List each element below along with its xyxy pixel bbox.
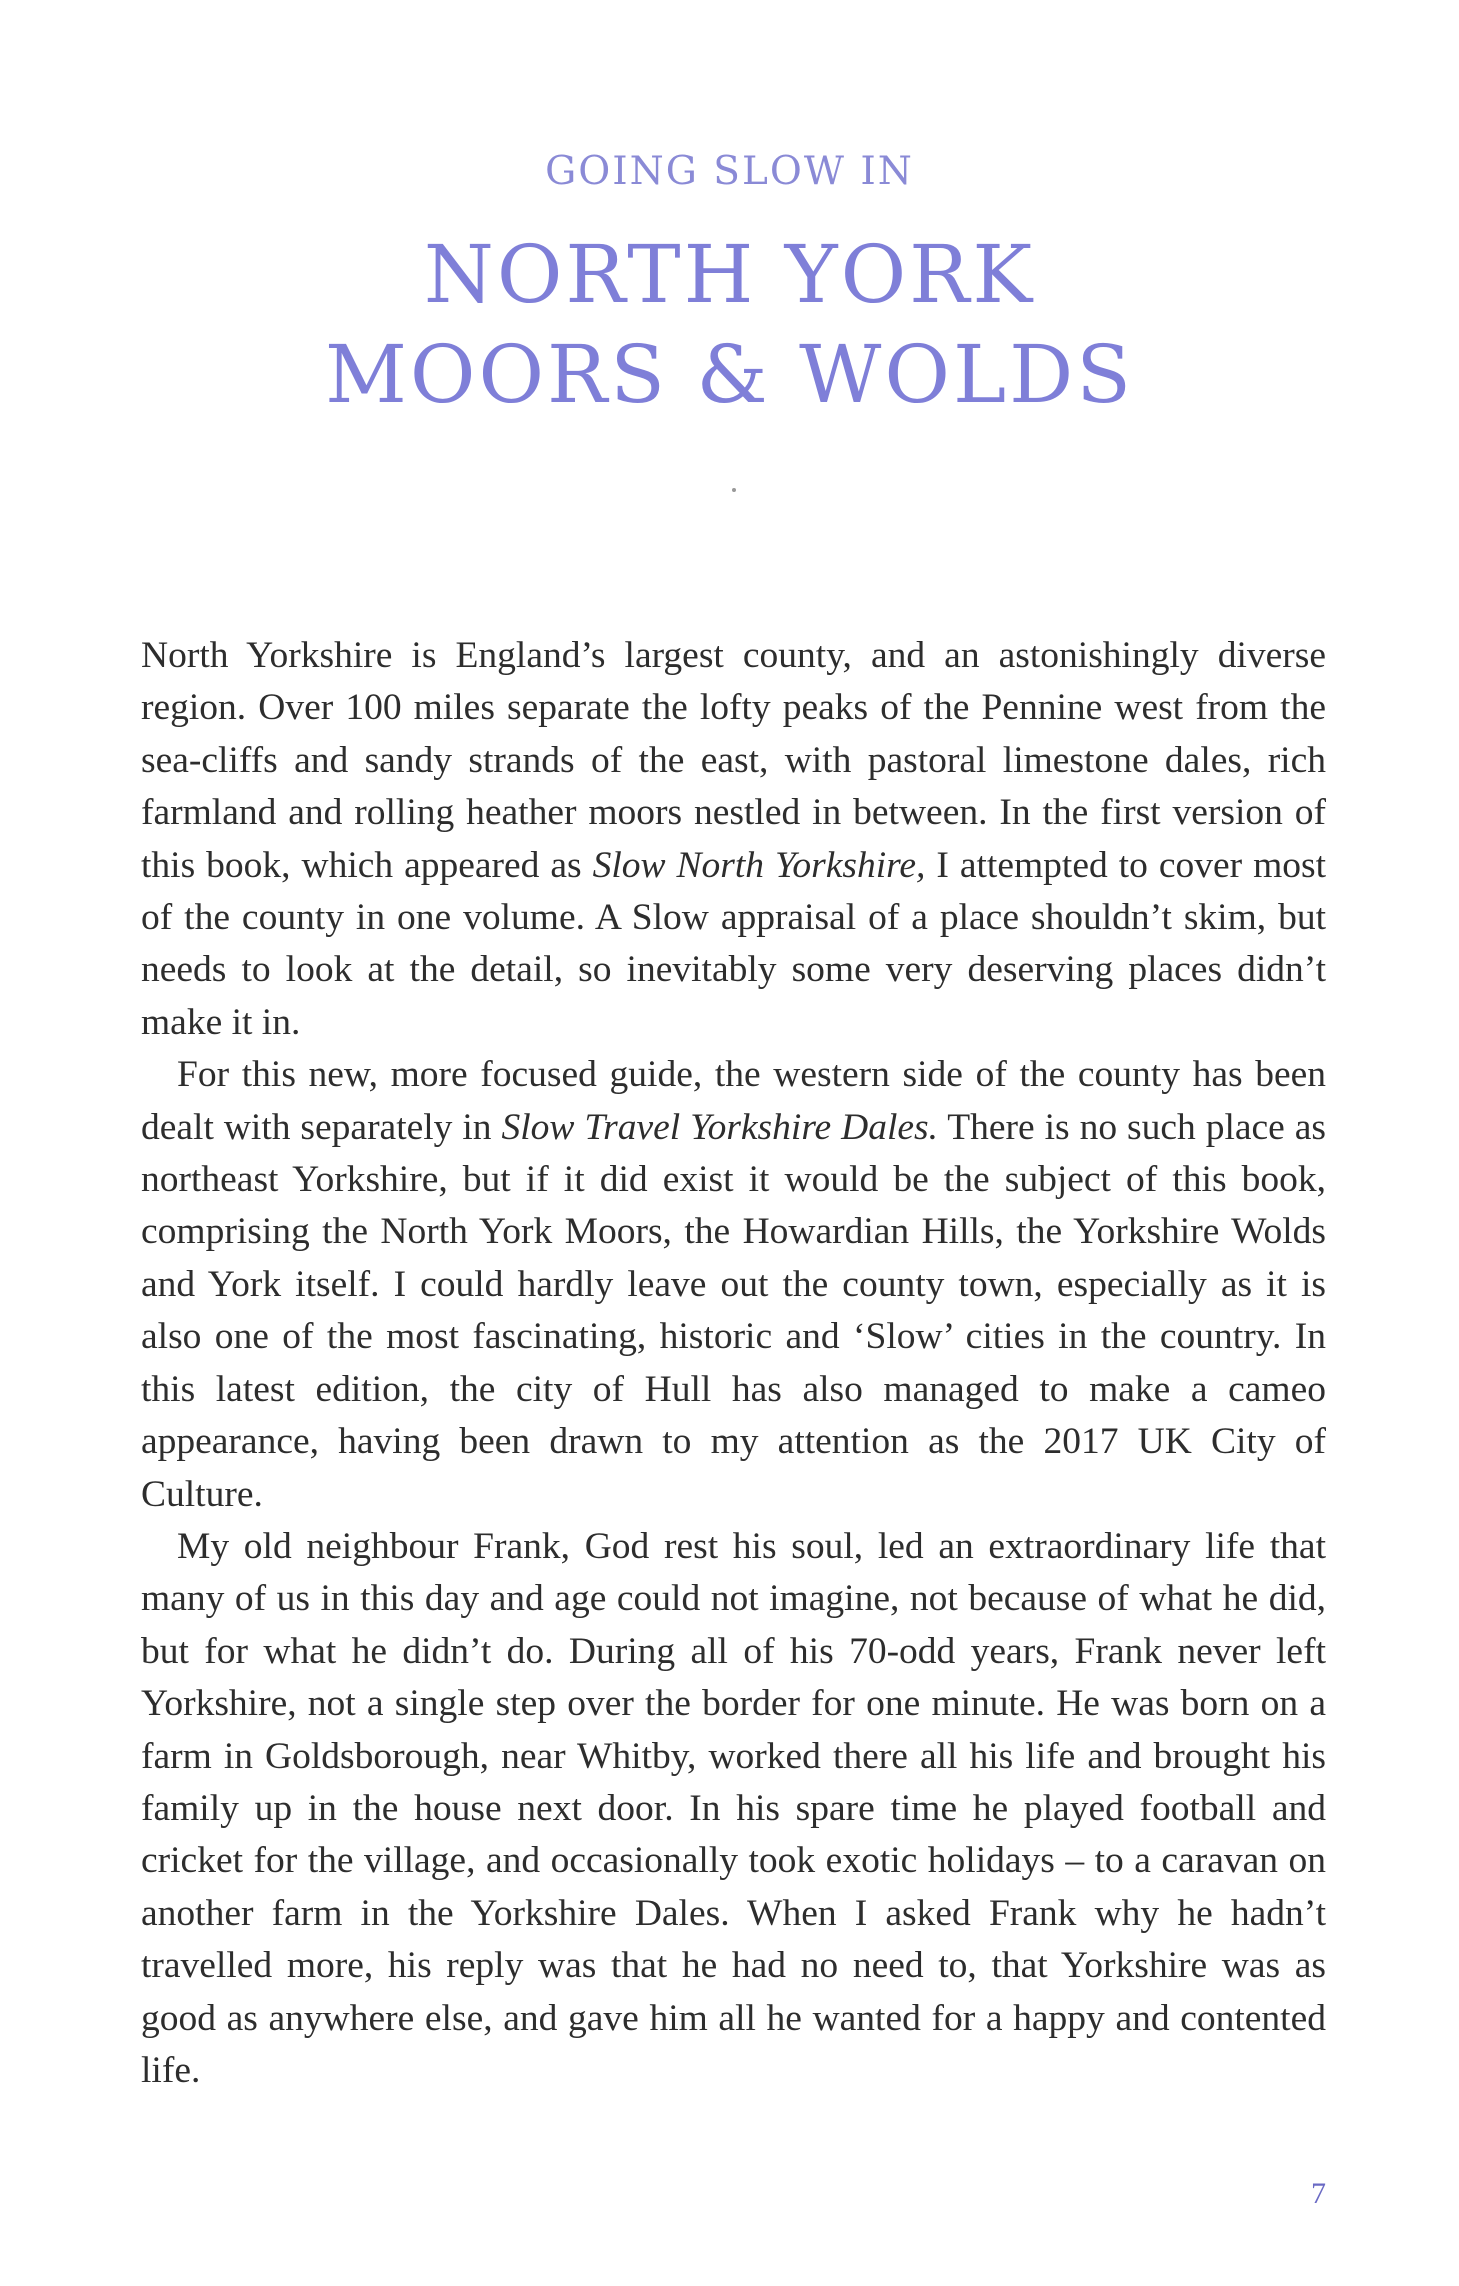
body-text — [141, 630, 1326, 2097]
paragraph-1-text-b: I attempted to cover most of the county in one volume. A Slow appraisal of a place shouldn’t skim, but needs to look at the detail, so inevitably some very deserving places didn’t make it in. — [141, 844, 1327, 1043]
page-number: 7 — [1311, 2177, 1326, 2210]
chapter-title-line-1: NORTH YORK — [423, 228, 1036, 321]
chapter-title — [0, 225, 1459, 425]
chapter-title-line-2: MOORS & WOLDS — [324, 328, 1135, 421]
book-title-slow-travel-yorkshire-dales: Slow Travel Yorkshire Dales. — [501, 1106, 938, 1148]
paragraph-2 — [141, 1049, 1326, 1521]
paragraph-2-text-a: For this new, more focused guide, the western side of the county has been dealt with separately in — [141, 1054, 1326, 1148]
chapter-kicker: GOING SLOW IN — [545, 149, 914, 194]
paragraph-1-text-a: North Yorkshire is England’s largest county, and an astonishingly diverse region. Over 100 miles separate the lofty peaks of the Pennine west from the sea-cliffs and sandy strands of the east, with pastoral limestone dales, rich farmland and rolling heather moors nestled in between. In the first version of this book, which appeared as — [141, 635, 1326, 886]
ornament-dot — [732, 488, 736, 492]
book-title-slow-north-yorkshire: Slow North Yorkshire, — [592, 844, 926, 886]
paragraph-1 — [141, 630, 1326, 1049]
paragraph-2-text-b: There is no such place as northeast Yorkshire, but if it did exist it would be the subject of this book, comprising the North York Moors, the Howardian Hills, the Yorkshire Wolds and York itself. I could hardly leave out the county town, especially as it is also one of the most fascinating, historic and ‘Slow’ cities in the country. In this latest edition, the city of Hull has also managed to make a cameo appearance, having been drawn to my attention as the 2017 UK City of Culture. — [141, 1106, 1326, 1515]
paragraph-3: My old neighbour Frank, God rest his soul, led an extraordinary life that many of us in this day and age could not imagine, not because of what he did, but for what he didn’t do. During all of his 70-odd years, Frank never left Yorkshire, not a single step over the border for one minute. He was born on a farm in Goldsborough, near Whitby, worked there all his life and brought his family up in the house next door. In his spare time he played football and cricket for the village, and occasionally took exotic holidays – to a caravan on another farm in the Yorkshire Dales. When I asked Frank why he hadn’t travelled more, his reply was that he had no need to, that Yorkshire was as good as anywhere else, and gave him all he wanted for a happy and contented life. — [141, 1525, 1326, 2091]
